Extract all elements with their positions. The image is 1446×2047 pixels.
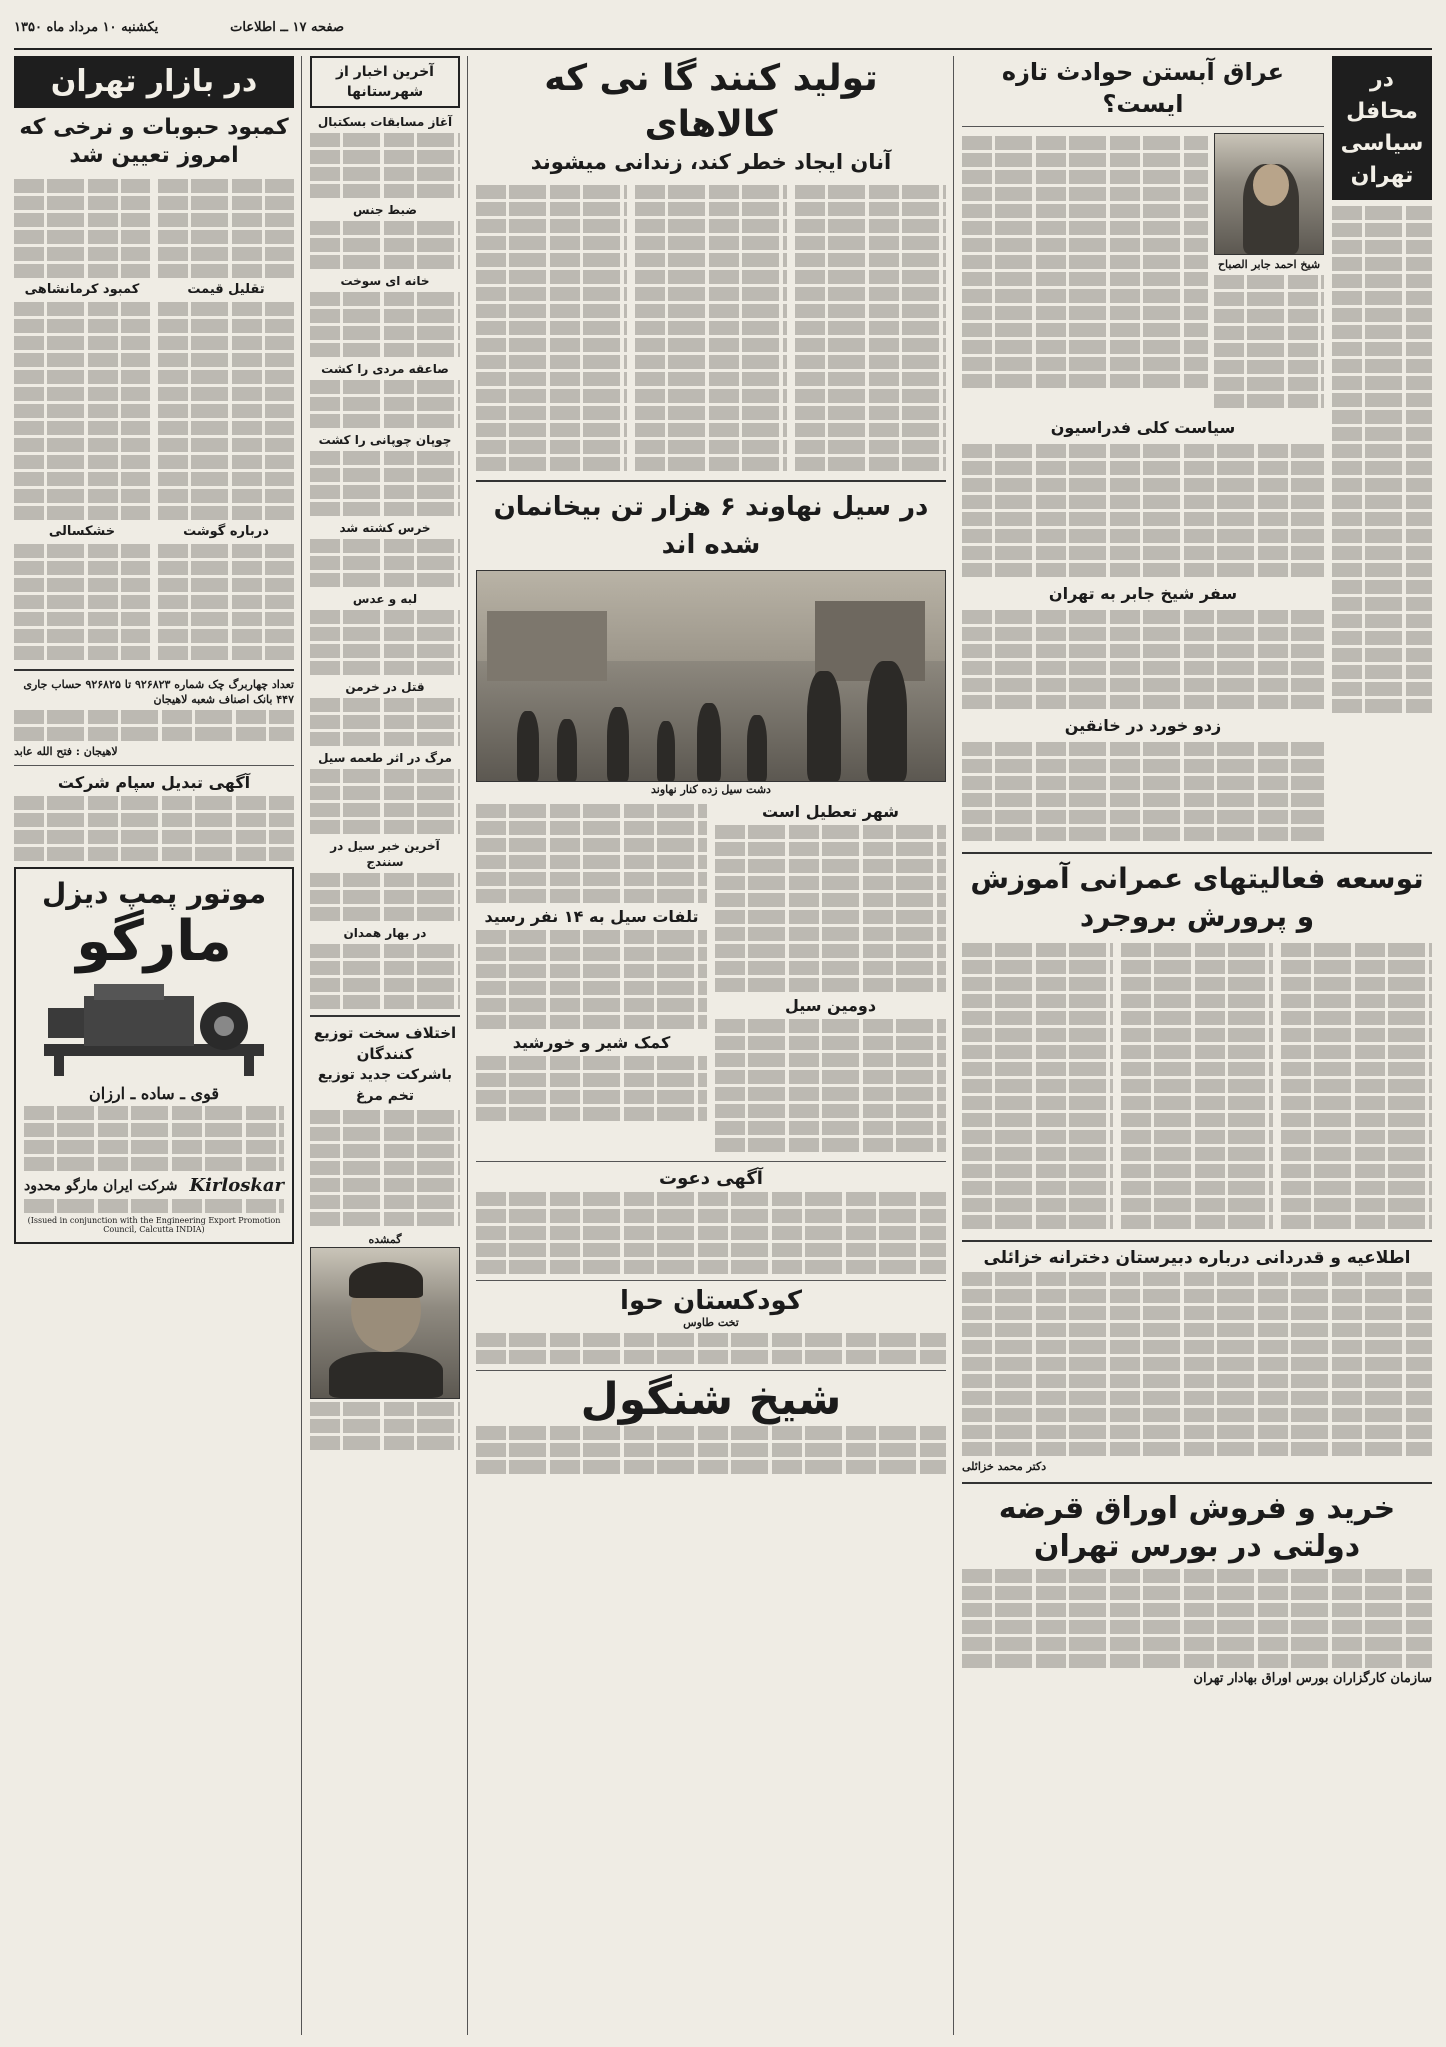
city-news-item: مرگ در اثر طعمه سیل	[318, 751, 452, 765]
column-rule-3	[301, 56, 302, 2035]
bourse-headline-2: دولتی در بورس تهران	[1033, 1529, 1361, 1564]
sheikh-shangool-title: شیخ شنگول	[580, 1374, 842, 1425]
page-label: صفحه ۱۷ ــ اطلاعات	[230, 19, 344, 35]
zodkhord-subhead: زدو خورد در خانقین	[1064, 716, 1222, 735]
ad-kirloskar: Kirloskar	[189, 1175, 284, 1196]
policy-subhead: سیاست کلی فدراسیون	[1050, 418, 1236, 437]
kinder-title: کودکستان حوا	[620, 1286, 802, 1316]
page-header	[14, 10, 344, 44]
ad-brand: مارگو	[76, 909, 232, 974]
distributors-headline: اختلاف سخت توزیع کنندگان	[313, 1024, 457, 1063]
ad-company: شرکت ایران مارگو محدود	[24, 1177, 178, 1194]
city-news-item: ضبط جنس	[352, 203, 418, 217]
flood-photo-caption: دشت سیل زده کنار نهاوند	[651, 783, 771, 796]
flood-sub-a: شهر تعطیل است	[762, 802, 899, 821]
market-subhead: درباره گوشت	[183, 524, 269, 539]
distributors-subhead: باشرکت جدید توزیع تخم مرغ	[317, 1067, 453, 1104]
section-box-politics: در محافل سیاسی تهران	[1332, 56, 1432, 200]
thanks-sign: دکتر محمد خزائلی	[962, 1460, 1047, 1473]
bank-notice: تعداد چهاربرگ چک شماره ۹۲۶۸۲۳ تا ۹۲۶۸۲۵ حساب جاری ۴۴۷ بانک اصناف شعبه لاهیجان	[23, 678, 294, 706]
producers-subheadline: آنان ایجاد خطر کند، زندانی میشوند	[530, 150, 892, 174]
flood-sub-d: دومین سیل	[784, 996, 877, 1015]
invite-title: آگهی دعوت	[659, 1168, 763, 1189]
city-news-item: آغاز مسابقات بسکتبال	[317, 115, 453, 129]
dev-headline-1: توسعه فعالیتهای عمرانی آموزش	[970, 862, 1424, 895]
market-column	[14, 56, 294, 2035]
margo-ad	[14, 867, 294, 1244]
bourse-headline-1: خرید و فروش اوراق قرضه	[998, 1491, 1396, 1526]
middle-column	[476, 56, 946, 2035]
city-column	[310, 56, 460, 2035]
dev-headline-2: و پرورش بروجرد	[1079, 900, 1315, 933]
bourse-sign: سازمان کارگزاران بورس اوراق بهادار تهران	[1193, 1671, 1432, 1686]
missing-person-photo	[310, 1247, 460, 1399]
masthead-rule	[14, 48, 1432, 50]
city-items	[310, 114, 460, 1009]
market-subhead: خشکسالی	[48, 524, 116, 539]
right-column	[962, 56, 1432, 2035]
kinder-sub: تخت طاوس	[683, 1316, 739, 1329]
flood-sub-c: کمک شیر و خورشید	[512, 1033, 671, 1052]
flood-photo	[476, 570, 946, 782]
thanks-headline: اطلاعیه و قدردانی درباره دبیرستان دخترانه خزائلی	[983, 1248, 1411, 1268]
city-news-item: قتل در خرمن	[345, 680, 425, 694]
market-subhead: تقلیل قیمت	[187, 282, 265, 297]
ad-footer: (Issued in conjunction with the Engineering Export Promotion Council, Calcutta INDIA)	[27, 1216, 281, 1234]
city-news-item: خرس کشته شد	[339, 521, 431, 535]
sabah-portrait	[1214, 133, 1324, 255]
city-news-box	[310, 56, 460, 108]
market-headline: کمبود حبوبات و نرخی که امروز تعیین شد	[19, 115, 289, 168]
sabah-caption: شیخ احمد جابر الصباح	[1217, 258, 1321, 271]
city-news-item: لبه و عدس	[352, 592, 418, 606]
city-news-item: چوپان چوپانی را کشت	[318, 433, 452, 447]
city-news-item: صاعقه مردی را کشت	[321, 362, 449, 376]
politics-text	[1332, 206, 1432, 713]
flood-headline: در سیل نهاوند ۶ هزار تن بیخانمان شده اند	[493, 492, 929, 560]
city-news-item: آخرین خبر سیل در سنندج	[330, 839, 440, 869]
city-news-title: آخرین اخبار از شهرستانها	[336, 64, 434, 100]
ad-slogan: قوی ـ ساده ـ ارزان	[89, 1084, 219, 1103]
market-subhead: کمبود کرمانشاهی	[24, 282, 140, 297]
city-news-item: در بهار همدان	[343, 926, 427, 940]
market-section-banner: در بازار تهران	[14, 56, 294, 108]
flood-sub-b: تلفات سیل به ۱۴ نفر رسید	[484, 907, 699, 926]
city-news-item: خانه ای سوخت	[340, 274, 430, 288]
sepam-title: آگهی تبدیل سپام شرکت	[57, 773, 251, 792]
column-rule-2	[467, 56, 468, 2035]
ad-title: موتور پمپ دیزل	[41, 877, 267, 910]
trip-subhead: سفر شیخ جابر به تهران	[1048, 584, 1238, 603]
missing-label: گمشده	[368, 1233, 402, 1246]
iraq-headline: عراق آبستن حوادث تازه ایست؟	[1001, 58, 1285, 118]
producers-headline: تولید کنند گا نی که کالاهای	[544, 58, 878, 145]
bank-sign: لاهیجان : فتح الله عابد	[14, 745, 118, 758]
page-date: یکشنبه ۱۰ مرداد ماه ۱۳۵۰	[14, 19, 159, 35]
pump-engine-icon	[24, 974, 284, 1084]
column-rule-1	[953, 56, 954, 2035]
